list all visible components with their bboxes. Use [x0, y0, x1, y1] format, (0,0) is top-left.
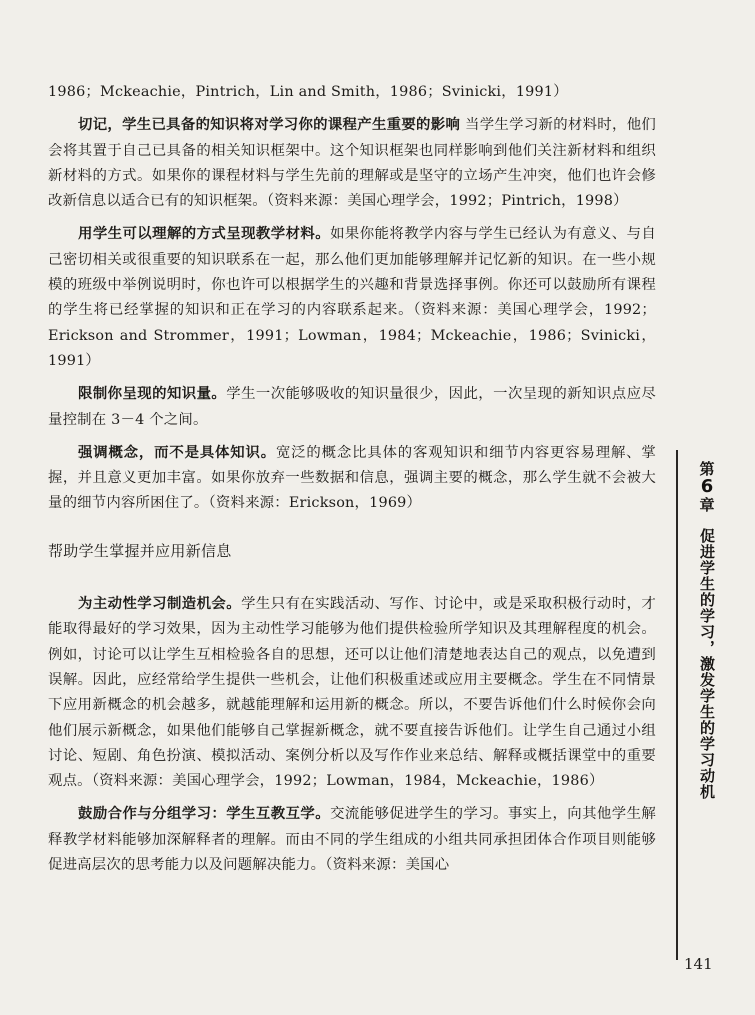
paragraph-text: 当学生学习新的材料时，他们会将其置于自己已具备的相关知识框架中。这个知识框架也同样影响到他们关注新材料和组织新材料的方式。如果你的课程材料与学生先前的理解或是坚守的立场产生冲突，他们也许会修改新信息以适合已有的知识框架。（资料来源：美国心理学会，1992；Pintrich，1998） [48, 117, 656, 210]
chapter-label-prefix: 第 [699, 460, 715, 478]
paragraph-cooperative-learning [48, 802, 656, 878]
margin-rule [676, 450, 678, 960]
paragraph-present-materials [48, 222, 656, 374]
chapter-label-suffix: 章 [699, 496, 715, 514]
chapter-tab [690, 460, 724, 800]
paragraph-text: 交流能够促进学生的学习。事实上，向其他学生解释教学材料能够加深解释者的理解。而由不同的学生组成的小组共同承担团体合作项目则能够促进高层次的思考能力以及问题解决能力。（资料来源：美国心 [48, 806, 657, 874]
paragraph-lead: 强调概念，而不是具体知识。 [78, 444, 276, 461]
paragraph-emphasize-concepts [48, 441, 656, 517]
paragraph-lead: 为主动性学习制造机会。 [78, 596, 242, 613]
paragraph-text: 学生只有在实践活动、写作、讨论中，或是采取积极行动时，才能取得最好的学习效果，因为主动性学习能够为他们提供检验所学知识及其理解程度的机会。例如，讨论可以让学生互相检验各自的思想，还可以让他们清楚地表达自己的观点，以免遭到误解。因此，应经常给学生提供一些机会，让他们积极重述或应用主要概念。学生在不同情景下应用新概念的机会越多，就越能理解和运用新的概念。所以，不要告诉他们什么时候你会向他们展示新概念，如果他们能够自己掌握新概念，就不要直接告诉他们。让学生自己通过小组讨论、短剧、角色扮演、模拟活动、案例分析以及写作作业来总结、解释或概括课堂中的重要观点。（资料来源：美国心理学会，1992；Lowman，1984，Mckeachie，1986） [48, 596, 656, 790]
paragraph-active-learning [48, 592, 656, 794]
paragraph-lead: 限制你呈现的知识量。 [78, 386, 227, 403]
paragraph-lead: 用学生可以理解的方式呈现教学材料。 [78, 226, 331, 243]
section-heading: 帮助学生掌握并应用新信息 [48, 541, 232, 560]
chapter-title: 促进学生的学习，激发学生的学习动机 [698, 528, 716, 800]
paragraph-lead: 切记，学生已具备的知识将对学习你的课程产生重要的影响 [78, 117, 461, 134]
paragraph-prior-knowledge [48, 113, 656, 214]
continued-citation: 1986；Mckeachie，Pintrich，Lin and Smith，1986；Svinicki，1991） [48, 84, 568, 100]
paragraph-text: 如果你能将教学内容与学生已经认为有意义、与自己密切相关或很重要的知识联系在一起，那么他们更加能够理解并记忆新的知识。在一些小规模的班级中举例说明时，你也许可以根据学生的兴趣和背景选择事例。你还可以鼓励所有课程的学生将已经掌握的知识和正在学习的内容联系起来。（资料来源：美国心理学会，1992；Erickson and Strommer，1991；Lowman，1984；Mckeachie，1986；Svinicki，1991） [48, 226, 657, 369]
paragraph-text: 学生一次能够吸收的知识量很少，因此，一次呈现的新知识点应尽量控制在 3－4 个之间。 [48, 386, 656, 428]
body-text [48, 80, 656, 878]
chapter-number: 6 [700, 476, 714, 497]
paragraph-lead: 鼓励合作与分组学习：学生互教互学。 [78, 806, 331, 823]
paragraph-text: 宽泛的概念比具体的客观知识和细节内容更容易理解、掌握，并且意义更加丰富。如果你放弃一些数据和信息，强调主要的概念，那么学生就不会被大量的细节内容所困住了。（资料来源：Erickson，1969） [48, 444, 656, 512]
page-number: 141 [684, 955, 713, 973]
paragraph-limit-knowledge [48, 382, 656, 433]
